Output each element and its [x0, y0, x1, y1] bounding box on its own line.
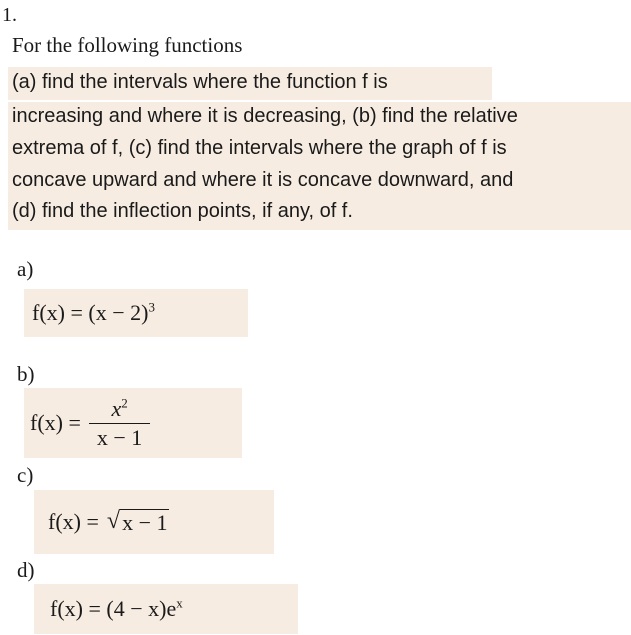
intro-text: For the following functions	[12, 33, 243, 57]
part-d-exponent: x	[176, 595, 183, 611]
part-b-fraction	[89, 396, 150, 451]
instructions-block	[8, 102, 631, 230]
part-a-formula	[32, 300, 155, 326]
part-d-formula	[50, 596, 183, 622]
instructions-line: concave upward and where it is concave downward, and	[12, 169, 514, 191]
instructions-line: (d) find the inflection points, if any, of f.	[12, 200, 353, 222]
part-b-numerator	[103, 396, 135, 423]
part-a-exponent: 3	[148, 299, 155, 315]
instructions-line: increasing and where it is decreasing, (b) find the relative	[12, 105, 518, 127]
part-c-formula	[48, 509, 169, 536]
part-b-numerator-exponent: 2	[121, 395, 128, 411]
part-d-function-box	[34, 584, 298, 634]
instructions-line: extrema of f, (c) find the intervals where the graph of f is	[12, 137, 507, 159]
part-d-lhs: f(x) = (4 − x)e	[50, 596, 177, 621]
sqrt-icon: √	[106, 507, 121, 534]
part-c-function-box	[34, 490, 274, 554]
part-b-numerator-base: x	[111, 395, 122, 421]
part-b-formula	[30, 396, 150, 451]
part-c-lhs: f(x) =	[48, 509, 99, 534]
part-a-lhs: f(x) = (x − 2)	[32, 300, 149, 325]
part-a-function-box	[24, 289, 248, 337]
instructions-first-line-text: (a) find the intervals where the function f is	[12, 71, 388, 93]
part-b-label: b)	[17, 362, 35, 386]
part-d-label: d)	[17, 558, 35, 582]
part-c-radicand: x − 1	[122, 509, 168, 535]
part-b-lhs: f(x) =	[30, 410, 81, 435]
part-b-denominator: x − 1	[89, 423, 150, 451]
instructions-first-line	[8, 67, 492, 100]
part-c-sqrt	[107, 509, 170, 536]
part-c-label: c)	[17, 463, 34, 487]
part-b-function-box	[24, 388, 242, 458]
problem-number: 1.	[2, 4, 17, 26]
part-a-label: a)	[17, 257, 34, 281]
